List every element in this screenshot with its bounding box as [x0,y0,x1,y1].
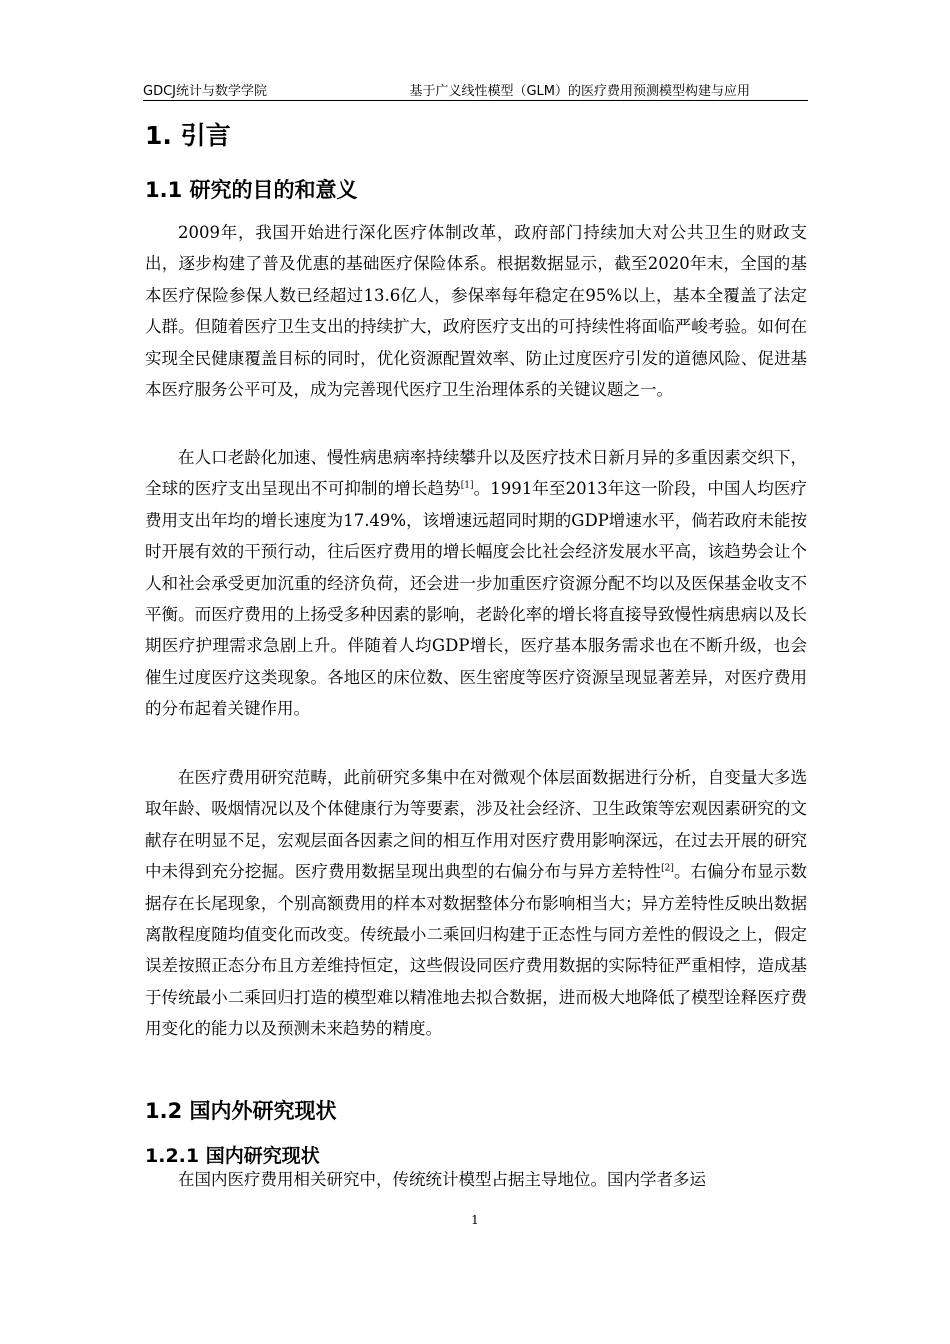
citation-ref-1: [1] [460,480,474,491]
subsection-heading-domestic: 1.2.1 国内研究现状 [145,1145,320,1167]
header-thesis-title: 基于广义线性模型（GLM）的医疗费用预测模型构建与应用 [409,84,750,99]
paragraph-4: 在国内医疗费用相关研究中，传统统计模型占据主导地位。国内学者多运 [178,1170,706,1189]
paragraph-2-text-b: 。1991年至2013年这一阶段，中国人均医疗费用支出年均的增长速度为17.49%，该增速远超同时期的GDP增速水平，倘若政府未能按时开展有效的干预行动，往后医疗费用的增长幅度会比社会经济发展水平高，该趋势会让个人和社会承受更加沉重的经济负荷，还会进一步加重医疗资源分配不均以及医保基金收支不平衡。而医疗费用的上扬受多种因素的影响，老龄化率的增长将直接导致慢性病患病以及长期医疗护理需求急剧上升。伴随着人均GDP增长，医疗基本服务需求也在不断升级，也会催生过度医疗这类现象。各地区的床位数、医生密度等医疗资源呈现显著差异，对医疗费用的分布起着关键作用。 [145,479,808,719]
section-heading-research-status: 1.2 国内外研究现状 [145,1099,337,1123]
paragraph-2 [145,442,807,725]
paragraph-1: 2009年，我国开始进行深化医疗体制改革，政府部门持续加大对公共卫生的财政支出，逐步构建了普及优惠的基础医疗保险体系。根据数据显示，截至2020年末，全国的基本医疗保险参保人数已经超过13.6亿人，参保率每年稳定在95%以上，基本全覆盖了法定人群。但随着医疗卫生支出的持续扩大，政府医疗支出的可持续性将面临严峻考验。如何在实现全民健康覆盖目标的同时，优化资源配置效率、防止过度医疗引发的道德风险、促进基本医疗服务公平可及，成为完善现代医疗卫生治理体系的关键议题之一。 [145,223,807,400]
section-heading-introduction: 1. 引言 [145,121,231,150]
header-institution: GDCJ统计与数学学院 [143,84,267,99]
citation-ref-2: [2] [661,863,674,874]
section-heading-purpose: 1.1 研究的目的和意义 [145,178,358,202]
page-number: 1 [471,1213,479,1227]
paragraph-3 [145,762,807,1045]
paragraph-2-text-a: 在人口老龄化加速、慢性病患病率持续攀升以及医疗技术日新月异的多重因素交织下，全球的医疗支出呈现出不可抑制的增长趋势 [145,448,807,499]
paragraph-3-text-a: 在医疗费用研究范畴，此前研究多集中在对微观个体层面数据进行分析，自变量大多选取年龄、吸烟情况以及个体健康行为等要素，涉及社会经济、卫生政策等宏观因素研究的文献存在明显不足，宏观层面各因素之间的相互作用对医疗费用影响深远，在过去开展的研究中未得到充分挖掘。医疗费用数据呈现出典型的右偏分布与异方差特性 [145,768,807,882]
paragraph-3-text-b: 。右偏分布显示数据存在长尾现象，个别高额费用的样本对数据整体分布影响相当大；异方差特性反映出数据离散程度随均值变化而改变。传统最小二乘回归构建于正态性与同方差性的假设之上，假定误差按照正态分布且方差维持恒定，这些假设同医疗费用数据的实际特征严重相悖，造成基于传统最小二乘回归打造的模型难以精准地去拟合数据，进而极大地降低了模型诠释医疗费用变化的能力以及预测未来趋势的精度。 [145,862,808,1039]
running-header [143,78,808,101]
